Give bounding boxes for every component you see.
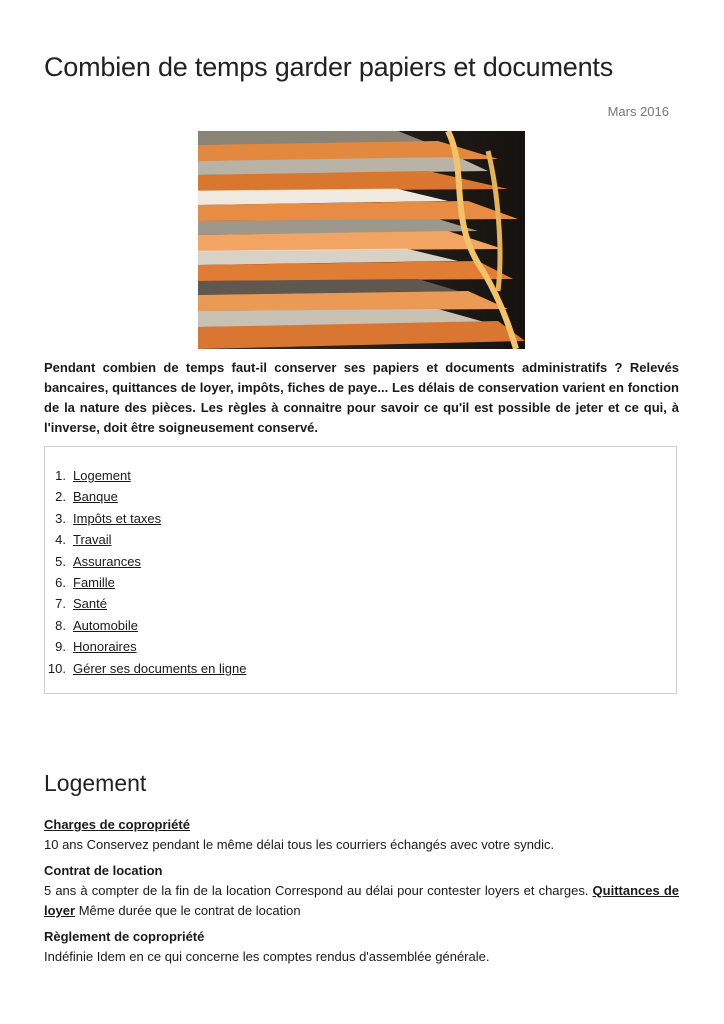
toc-number: 7.: [55, 596, 66, 612]
toc-item: [45, 551, 676, 572]
toc-link-documents-en-ligne[interactable]: Gérer ses documents en ligne: [73, 660, 247, 676]
toc-number: 8.: [55, 617, 66, 633]
entry-text-before: 5 ans à compter de la fin de la location Correspond au délai pour contester loyers et charges.: [44, 883, 589, 898]
entry-heading: Règlement de copropriété: [44, 929, 205, 944]
toc-link-travail[interactable]: Travail: [73, 532, 112, 548]
toc-item: [45, 636, 676, 657]
toc-number: 5.: [55, 553, 66, 569]
entry-contrat-location: [44, 861, 679, 921]
toc-item: [45, 465, 676, 486]
toc-link-assurances[interactable]: Assurances: [73, 553, 141, 569]
toc-item: [45, 615, 676, 636]
toc-item: [45, 572, 676, 593]
toc-number: 10.: [47, 660, 66, 676]
page-title: Combien de temps garder papiers et documents: [44, 52, 614, 82]
toc-link-banque[interactable]: Banque: [73, 489, 118, 505]
toc-item: [45, 486, 676, 507]
toc-number: 1.: [55, 468, 66, 483]
publication-date: Mars 2016: [607, 104, 669, 119]
toc-number: 3.: [55, 510, 66, 526]
toc-number: 4.: [55, 532, 66, 548]
entry-text: Indéfinie Idem en ce qui concerne les comptes rendus d'assemblée générale.: [44, 949, 490, 964]
entry-reglement-copropriete: [44, 927, 679, 967]
toc-number: 2.: [55, 489, 66, 505]
entry-text: [44, 881, 679, 921]
entry-heading: Charges de copropriété: [44, 817, 190, 832]
toc-number: 6.: [55, 574, 66, 590]
entry-charges-copropriete: [44, 815, 679, 855]
toc-link-honoraires[interactable]: Honoraires: [73, 639, 137, 655]
toc-item: [45, 658, 676, 679]
toc-link-famille[interactable]: Famille: [73, 574, 115, 590]
quittances-de-loyer-link[interactable]: Quittances de loyer: [44, 883, 679, 918]
toc-item: [45, 508, 676, 529]
folders-illustration: [198, 131, 525, 349]
table-of-contents: [44, 446, 677, 694]
hero-image-stacked-folders: [198, 131, 525, 349]
toc-link-sante[interactable]: Santé: [73, 596, 107, 612]
entry-text: 10 ans Conservez pendant le même délai tous les courriers échangés avec votre syndic.: [44, 837, 555, 852]
section-title-logement: Logement: [44, 770, 147, 796]
entry-heading: Contrat de location: [44, 863, 163, 878]
toc-list: [45, 465, 676, 679]
logement-entries: [44, 815, 679, 973]
toc-link-logement[interactable]: Logement: [73, 468, 131, 483]
entry-text-after: Même durée que le contrat de location: [78, 903, 301, 918]
intro-paragraph: Pendant combien de temps faut-il conserver ses papiers et documents administratifs ? Relevés bancaires, quittances de loyer, impôts, fiches de paye... Les délais de conservation varient en fonction de la nature des pièces. Les règles à connaitre pour savoir ce qu'il est possible de jeter et ce qui, à l'inverse, doit être soigneusement conservé.: [44, 360, 679, 435]
toc-link-impots[interactable]: Impôts et taxes: [73, 510, 162, 526]
toc-number: 9.: [55, 639, 66, 655]
toc-item: [45, 529, 676, 550]
toc-item: [45, 593, 676, 614]
toc-link-automobile[interactable]: Automobile: [73, 617, 139, 633]
